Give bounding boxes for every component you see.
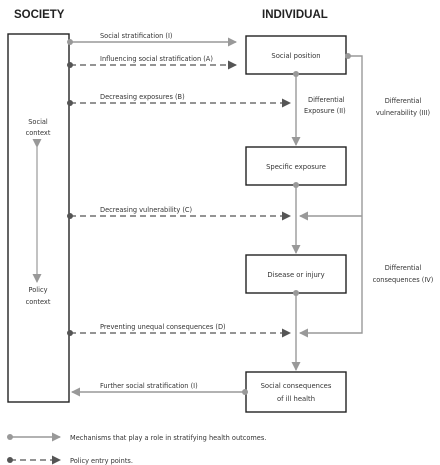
dot-further-stratification [242,389,248,395]
further-stratification-label: Further social stratification (I) [100,382,198,390]
individual-header: INDIVIDUAL [262,9,328,21]
dot-decreasing-exposures [67,100,73,106]
dot-disease-bottom [293,290,299,296]
dot-exposure-bottom [293,182,299,188]
social-position-label: Social position [271,52,321,60]
social-stratification-label: Social stratification (I) [100,32,173,40]
differential-consequences-label-line2: consequences (IV) [372,276,434,284]
social-consequences-label-line2: of ill health [276,395,316,403]
specific-exposure-label: Specific exposure [266,163,326,171]
policy-context-label-line2: context [25,298,51,306]
legend-policy-label: Policy entry points. [70,457,133,465]
social-context-label-line2: context [25,129,51,137]
differential-consequences-label-line1: Differential [384,264,422,272]
decreasing-vulnerability-label: Decreasing vulnerability (C) [100,206,193,214]
differential-vulnerability-label-line2: vulnerability (III) [375,109,431,117]
dot-influencing-stratification [67,62,73,68]
dot-preventing-unequal [67,330,73,336]
dot-position-right [345,53,351,59]
dot-position-bottom [293,71,299,77]
disease-or-injury-label: Disease or injury [267,271,325,279]
legend-mechanisms-label: Mechanisms that play a role in stratifying health outcomes. [70,434,267,442]
preventing-unequal-label: Preventing unequal consequences (D) [100,323,226,331]
society-column [8,34,69,402]
dot-decreasing-vulnerability [67,213,73,219]
differential-exposure-label-line1: Differential [308,96,345,104]
dot-social-stratification [67,39,73,45]
legend-mechanisms-dot [7,434,13,440]
social-context-label-line1: Social [28,118,48,126]
social-consequences-label-line1: Social consequences [260,382,332,390]
society-header: SOCIETY [14,9,65,21]
influencing-stratification-label: Influencing social stratification (A) [100,55,213,63]
differential-vulnerability-label-line1: Differential [384,97,422,105]
policy-context-label-line1: Policy [28,286,48,294]
differential-exposure-label-line2: Exposure (II) [304,107,346,115]
decreasing-exposures-label: Decreasing exposures (B) [100,93,185,101]
social-consequences-box [246,372,346,412]
legend-policy-dot [7,457,13,463]
